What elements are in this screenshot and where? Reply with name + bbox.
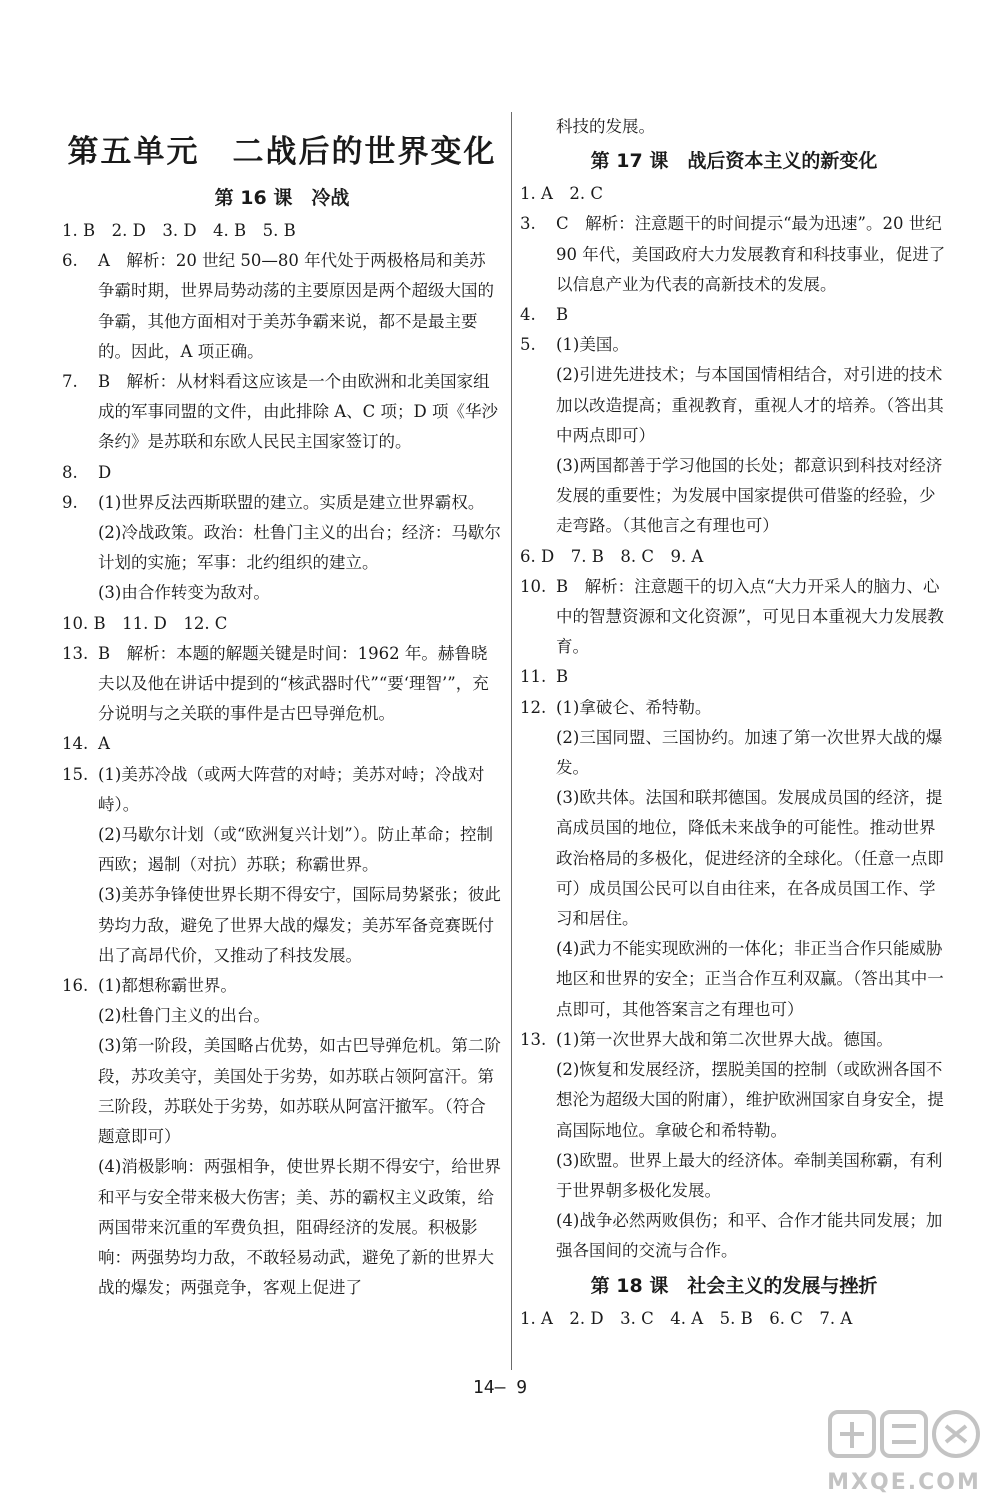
answer-3: [520, 209, 948, 300]
answer-number: 9.: [62, 492, 78, 512]
answer-8: [62, 458, 502, 488]
answer-13-l17: [520, 1025, 948, 1055]
answer-text: (1)世界反法西斯联盟的建立。实质是建立世界霸权。: [98, 492, 485, 512]
answer-text: C 解析：注意题干的时间提示“最为迅速”。20 世纪 90 年代，美国政府大力发展教育和科技事业，促进了以信息产业为代表的高新技术的发展。: [556, 214, 946, 294]
answer-16-part-3: (3)第一阶段，美国略占优势，如古巴导弹危机。第二阶段，苏攻美守，美国处于劣势，如苏联占领阿富汗。第三阶段，苏联处于劣势，如苏联从阿富汗撤军。（符合题意即可）: [98, 1036, 501, 1147]
continued-text: 科技的发展。: [556, 117, 655, 136]
answers-1-7: 1. A 2. D 3. C 4. A 5. B 6. C 7. A: [520, 1308, 853, 1328]
answer-number: 11.: [520, 667, 547, 687]
answer-12: [520, 693, 948, 723]
answer-text: (1)都想称霸世界。: [98, 976, 237, 996]
answer-number: 16.: [62, 976, 89, 996]
answer-text: A 解析：20 世纪 50—80 年代处于两极格局和美苏争霸时期，世界局势动荡的主要原因是两个超级大国的争霸，其他方面相对于美苏争霸来说，都不是最主要的。因此，A 项正确。: [98, 251, 494, 361]
answer-number: 4.: [520, 305, 536, 325]
answer-13-part-2: (2)恢复和发展经济，摆脱美国的控制（或欧洲各国不想沦为超级大国的附庸），维护欧洲国家自身安全，提高国际地位。拿破仑和希特勒。: [556, 1060, 944, 1140]
answer-text: D: [98, 462, 112, 482]
answer-12-part-2: (2)三国同盟、三国协约。加速了第一次世界大战的爆发。: [556, 727, 943, 778]
answer-16-part-4: (4)消极影响：两强相争，使世界长期不得安宁，给世界和平与安全带来极大伤害；美、苏的霸权主义政策，给两国带来沉重的军费负担，阻碍经济的发展。积极影响：两强势均力敌，不敢轻易动武，避免了新的世界大战的爆发；两强竞争，客观上促进了: [98, 1157, 501, 1298]
answer-9-part-3: (3)由合作转变为敌对。: [98, 583, 270, 603]
right-column: [520, 112, 948, 1334]
answers-1-5: 1. B 2. D 3. D 4. B 5. B: [62, 221, 296, 240]
answer-5: [520, 330, 948, 360]
page-number: 14— 9: [472, 1377, 528, 1398]
answer-number: 10.: [520, 576, 547, 596]
answer-5-part-2: (2)引进先进技术；与本国国情相结合，对引进的技术加以改造提高；重视教育，重视人才的培养。（答出其中两点即可）: [556, 365, 944, 445]
answer-9-part-2: (2)冷战政策。政治：杜鲁门主义的出台；经济：马歇尔计划的实施；军事：北约组织的建立。: [98, 523, 501, 573]
answer-stamp-logo-icon: [824, 1404, 984, 1474]
answer-text: B: [556, 667, 569, 687]
answer-text: B 解析：本题的解题关键是时间：1962 年。赫鲁晓夫以及他在讲话中提到的“核武器时代”“要‘理智’”，充分说明与之关联的事件是古巴导弹危机。: [98, 643, 489, 724]
answer-text: (1)第一次世界大战和第二次世界大战。德国。: [556, 1029, 893, 1049]
lesson-18-title: 第 18 课 社会主义的发展与挫折: [590, 1274, 878, 1297]
answer-number: 7.: [62, 372, 78, 392]
answer-5-part-3: (3)两国都善于学习他国的长处；都意识到科技对经济发展的重要性；为发展中国家提供可借鉴的经验，少走弯路。（其他言之有理也可）: [556, 456, 943, 536]
unit-title: 第五单元 二战后的世界变化: [67, 134, 497, 170]
column-divider: [511, 112, 512, 1370]
answer-text: A: [98, 734, 110, 754]
answer-6: [62, 246, 502, 367]
lesson-17-title: 第 17 课 战后资本主义的新变化: [590, 150, 878, 173]
answer-number: 3.: [520, 214, 536, 234]
answers-6-9: 6. D 7. B 8. C 9. A: [520, 546, 704, 566]
answer-9: [62, 488, 502, 518]
answer-text: B 解析：从材料看这应该是一个由欧洲和北美国家组成的军事同盟的文件，由此排除 A、C 项；D 项《华沙条约》是苏联和东欧人民民主国家签订的。: [98, 372, 499, 452]
watermark: [824, 1404, 984, 1499]
answers-1-2: 1. A 2. C: [520, 184, 604, 204]
answer-15: [62, 760, 502, 820]
lesson-16-title: 第 16 课 冷战: [214, 187, 350, 209]
answer-16-part-2: (2)杜鲁门主义的出台。: [98, 1006, 270, 1026]
answer-number: 15.: [62, 764, 89, 784]
answer-text: B: [556, 305, 569, 325]
answer-text: (1)拿破仑、希特勒。: [556, 697, 712, 717]
answer-text: (1)美国。: [556, 335, 629, 355]
answer-13-part-4: (4)战争必然两败俱伤；和平、合作才能共同发展；加强各国间的交流与合作。: [556, 1211, 943, 1261]
answer-12-part-4: (4)武力不能实现欧洲的一体化；非正当合作只能威胁地区和世界的安全；正当合作互利双赢。（答出其中一点即可，其他答案言之有理也可）: [556, 939, 944, 1019]
answer-7: [62, 367, 502, 458]
answer-text: B 解析：注意题干的切入点“大力开采人的脑力、心中的智慧资源和文化资源”，可见日本重视大力发展教育。: [556, 576, 944, 657]
answer-16: [62, 971, 502, 1001]
answer-number: 5.: [520, 335, 536, 355]
answer-12-part-3: (3)欧共体。法国和联邦德国。发展成员国的经济，提高成员国的地位，降低未来战争的可能性。推动世界政治格局的多极化，促进经济的全球化。（任意一点即可）成员国公民可以自由往来，在各成员国工作、学习和居住。: [556, 788, 944, 929]
answer-number: 12.: [520, 697, 547, 717]
answer-number: 14.: [62, 734, 89, 754]
answer-10: [520, 572, 948, 663]
left-column: [62, 112, 502, 1303]
answer-number: 6.: [62, 251, 78, 271]
answer-number: 8.: [62, 462, 78, 482]
answer-number: 13.: [520, 1029, 547, 1049]
answer-14: [62, 729, 502, 759]
answer-number: 13.: [62, 643, 89, 663]
answer-4: [520, 300, 948, 330]
answer-text: (1)美苏冷战（或两大阵营的对峙；美苏对峙；冷战对峙）。: [98, 764, 485, 814]
watermark-text: MXQE.COM: [827, 1470, 981, 1495]
answer-15-part-2: (2)马歇尔计划（或“欧洲复兴计划”）。防止革命；控制西欧；遏制（对抗）苏联；称霸世界。: [98, 825, 493, 875]
answers-10-12: 10. B 11. D 12. C: [62, 613, 228, 633]
answer-13: [62, 639, 502, 730]
answer-15-part-3: (3)美苏争锋使世界长期不得安宁，国际局势紧张；彼此势均力敌，避免了世界大战的爆发；美苏军备竞赛既付出了高昂代价，又推动了科技发展。: [98, 885, 501, 965]
answer-13-part-3: (3)欧盟。世界上最大的经济体。牵制美国称霸，有利于世界朝多极化发展。: [556, 1150, 943, 1200]
answer-11: [520, 662, 948, 692]
